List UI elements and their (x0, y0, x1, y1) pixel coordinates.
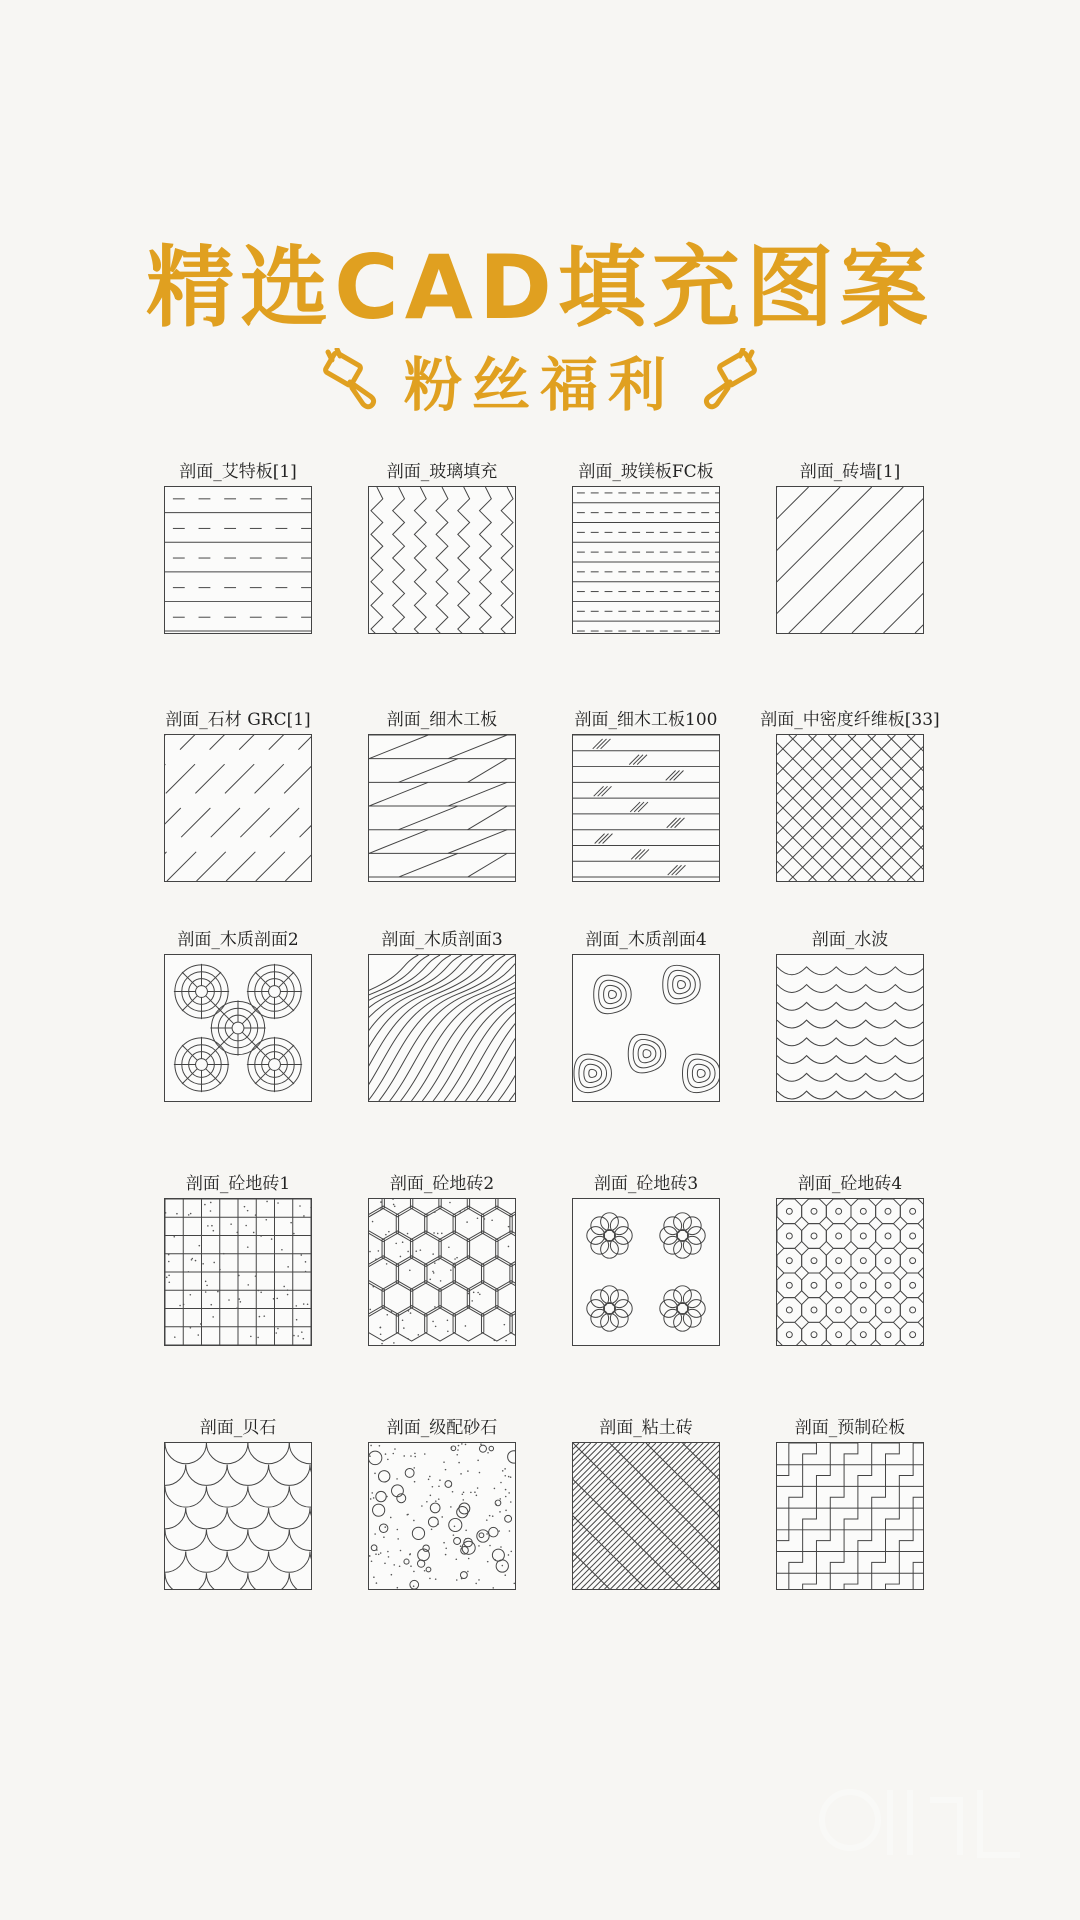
subtitle-row (0, 340, 1080, 420)
pattern-swatch (164, 1442, 312, 1590)
pattern-card (164, 458, 312, 634)
watermark-logo (810, 1760, 1040, 1880)
pattern-swatch (572, 1198, 720, 1346)
pattern-label: 剖面_玻璃填充 (386, 462, 498, 482)
pattern-label: 剖面_细木工板 (386, 710, 498, 730)
pattern-swatch (572, 1442, 720, 1590)
brush-icon (322, 348, 386, 412)
pattern-card (164, 1414, 312, 1590)
pattern-card (368, 1414, 516, 1590)
pattern-label: 剖面_砼地砖3 (593, 1174, 699, 1194)
pattern-card (760, 706, 940, 882)
pattern-label: 剖面_砖墙[1] (799, 462, 901, 482)
pattern-label: 剖面_水波 (811, 930, 889, 950)
pattern-label: 剖面_木质剖面2 (177, 930, 299, 950)
pattern-grid (164, 458, 940, 1590)
pattern-swatch (776, 1198, 924, 1346)
pattern-swatch (164, 1198, 312, 1346)
pattern-label: 剖面_砼地砖1 (185, 1174, 291, 1194)
pattern-card (776, 1170, 924, 1346)
pattern-card (572, 926, 720, 1102)
pattern-swatch (368, 1442, 516, 1590)
pattern-swatch (164, 734, 312, 882)
pattern-label: 剖面_石材 GRC[1] (165, 710, 311, 730)
pattern-label: 剖面_贝石 (199, 1418, 277, 1438)
pattern-card (572, 1170, 720, 1346)
brush-icon (694, 348, 758, 412)
pattern-card (164, 1170, 312, 1346)
pattern-swatch (368, 954, 516, 1102)
pattern-label: 剖面_级配砂石 (386, 1418, 498, 1438)
pattern-label: 剖面_粘土砖 (599, 1418, 693, 1438)
pattern-card (572, 458, 720, 634)
pattern-swatch (776, 486, 924, 634)
pattern-label: 剖面_砼地砖4 (797, 1174, 903, 1194)
pattern-swatch (572, 734, 720, 882)
pattern-label: 剖面_预制砼板 (794, 1418, 906, 1438)
pattern-card (164, 926, 312, 1102)
pattern-swatch (776, 734, 924, 882)
pattern-label: 剖面_细木工板100 (574, 710, 718, 730)
pattern-card (572, 1414, 720, 1590)
pattern-swatch (164, 954, 312, 1102)
pattern-swatch (368, 734, 516, 882)
pattern-card (368, 706, 516, 882)
pattern-label: 剖面_玻镁板FC板 (578, 462, 714, 482)
pattern-card (776, 458, 924, 634)
pattern-label: 剖面_砼地砖2 (389, 1174, 495, 1194)
pattern-card (368, 458, 516, 634)
pattern-card (776, 926, 924, 1102)
pattern-swatch (572, 954, 720, 1102)
pattern-card (572, 706, 720, 882)
pattern-label: 剖面_木质剖面4 (585, 930, 707, 950)
pattern-swatch (368, 486, 516, 634)
pattern-label: 剖面_木质剖面3 (381, 930, 503, 950)
pattern-swatch (164, 486, 312, 634)
pattern-card (368, 926, 516, 1102)
pattern-swatch (776, 1442, 924, 1590)
pattern-swatch (776, 954, 924, 1102)
pattern-card (776, 1414, 924, 1590)
pattern-label: 剖面_中密度纤维板[33] (760, 710, 940, 730)
pattern-label: 剖面_艾特板[1] (179, 462, 297, 482)
pattern-card (368, 1170, 516, 1346)
pattern-swatch (368, 1198, 516, 1346)
pattern-card (164, 706, 312, 882)
pattern-swatch (572, 486, 720, 634)
subtitle: 粉丝福利 (403, 351, 676, 419)
page-title: 精选CAD填充图案 (146, 236, 934, 339)
